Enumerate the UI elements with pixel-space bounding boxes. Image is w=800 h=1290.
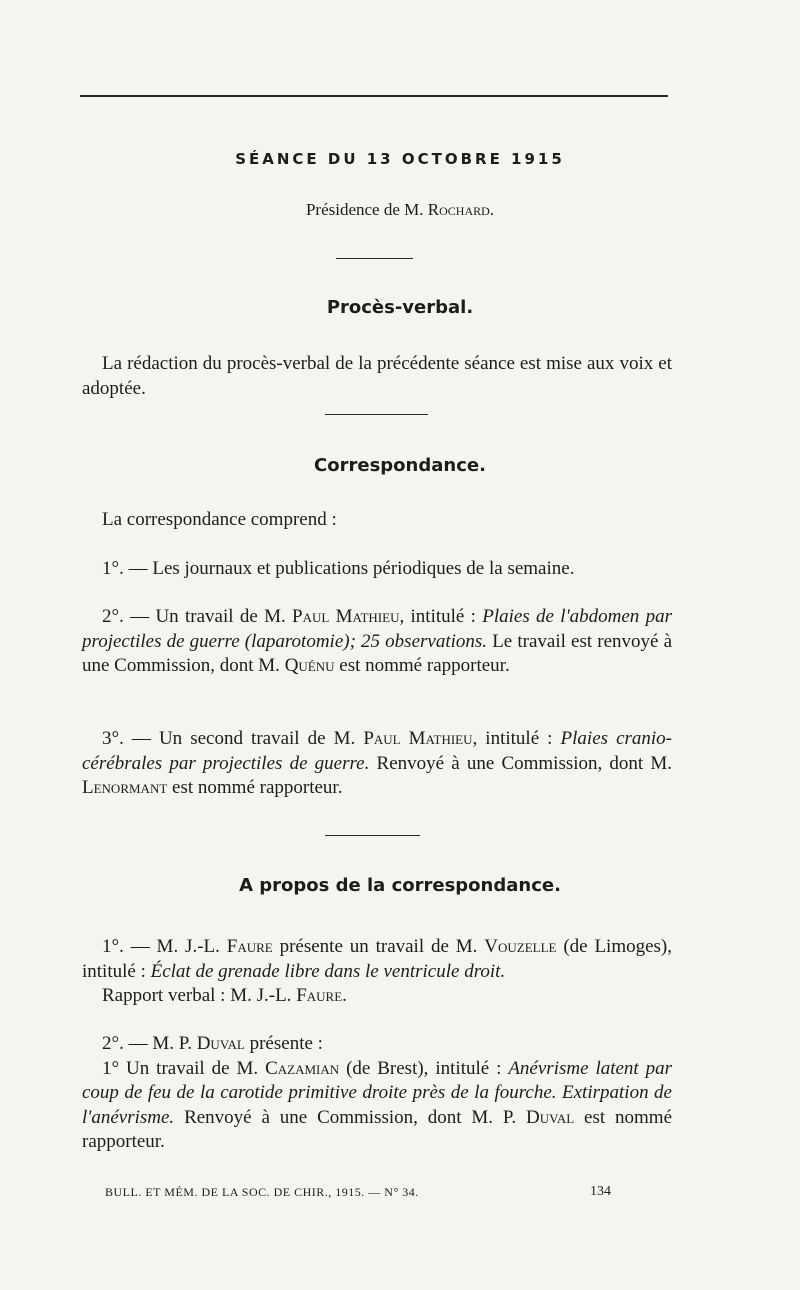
rapport-text: Rapport verbal : M. J.-L. — [102, 985, 292, 1006]
correspondance-item-3 — [82, 727, 672, 801]
item-mid: présente un travail de M. — [279, 936, 478, 957]
section-heading-a-propos: A propos de la correspondance. — [239, 875, 561, 896]
work-title: Plaies de l'abdomen par projectiles de guerre (laparotomie); 25 observations. — [82, 606, 672, 652]
author-name: Faure — [226, 936, 273, 957]
rapporteur-name: Duval — [526, 1106, 575, 1128]
section-heading-correspondance: Correspondance. — [314, 455, 486, 476]
rapporteur-name: Quénu — [284, 655, 335, 676]
correspondance-item-2 — [82, 605, 672, 679]
renvoi-text: Le travail est renvoyé à une Commission, dont M. — [82, 630, 673, 676]
work-title: Plaies cranio-cérébrales par projectiles de guerre. — [82, 728, 673, 774]
page-number: 134 — [590, 1184, 611, 1199]
work-title: Éclat de grenade libre dans le ventricule droit. — [150, 960, 506, 982]
item-mid: , intitulé : — [472, 728, 553, 749]
author-name-2: Vouzelle — [484, 936, 557, 957]
journal-footer: BULL. ET MÉM. DE LA SOC. DE CHIR., 1915. — N° 34. — [105, 1185, 419, 1199]
sub-mid: (de Brest), intitulé : — [346, 1057, 502, 1079]
correspondance-item-1: 1°. — Les journaux et publications périodiques de la semaine. — [102, 558, 575, 579]
item-mid-2: (de Limoges), intitulé : — [82, 936, 673, 982]
item-mid: , intitulé : — [399, 606, 476, 627]
author-name: Duval — [196, 1033, 245, 1054]
renvoi-end: est nommé rapporteur. — [82, 1106, 673, 1152]
item-lead: 2°. — M. P. — [102, 1033, 192, 1054]
author-name: Paul Mathieu — [292, 606, 400, 627]
renvoi-end: est nommé rapporteur. — [339, 655, 510, 676]
section-heading-proces-verbal: Procès-verbal. — [326, 297, 474, 318]
section-divider — [325, 414, 428, 415]
session-title: SÉANCE DU 13 OCTOBRE 1915 — [235, 150, 565, 168]
president-name: Rochard. — [427, 200, 495, 219]
work-title: Anévrisme latent par coup de feu de la carotide primitive droite près de la fourche. Extirpation de l'anévrisme. — [82, 1057, 673, 1128]
rapporteur-name: Lenormant — [82, 777, 168, 798]
sub-item — [82, 1057, 672, 1155]
top-rule — [80, 95, 668, 97]
section-divider — [336, 258, 413, 259]
presidence-line — [0, 200, 800, 220]
rapport-line — [82, 984, 672, 1009]
renvoi-end: est nommé rapporteur. — [172, 777, 343, 798]
renvoi-text: Renvoyé à une Commission, dont M. — [376, 752, 673, 774]
a-propos-item-2 — [82, 1032, 672, 1155]
author-name: Paul Mathieu — [363, 728, 473, 749]
item-lead: 3°. — Un second travail de M. — [102, 728, 356, 749]
section-divider — [325, 835, 420, 836]
item-lead: 2°. — Un travail de M. — [102, 606, 286, 627]
correspondance-intro: La correspondance comprend : — [102, 509, 337, 530]
sub-author-name: Cazamian — [265, 1057, 340, 1079]
item-mid: présente : — [249, 1033, 323, 1054]
proces-verbal-text: La rédaction du procès-verbal de la précédente séance est mise aux voix et adoptée. — [82, 353, 672, 399]
item-lead: 1°. — M. J.-L. — [102, 936, 220, 957]
renvoi-text: Renvoyé à une Commission, dont M. P. — [184, 1106, 517, 1128]
a-propos-item-1 — [82, 935, 672, 1009]
rapporteur-name: Faure. — [296, 985, 347, 1006]
sub-lead: 1° Un travail de M. — [102, 1057, 259, 1079]
presidence-prefix: Présidence de M. — [305, 200, 424, 219]
